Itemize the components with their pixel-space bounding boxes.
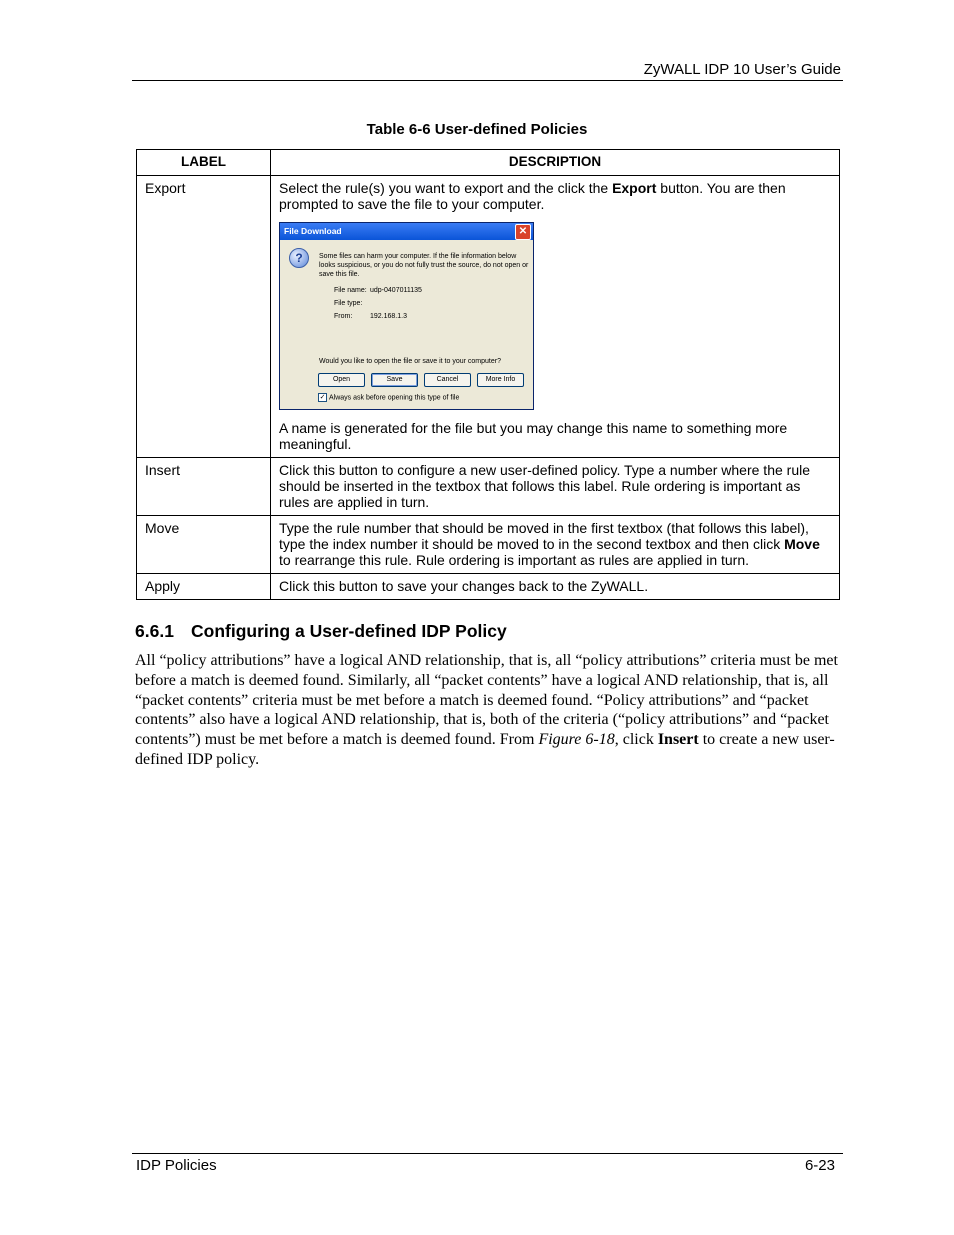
body-paragraph: All “policy attributions” have a logical AND relationship, that is, all “policy attributions” criteria must be met before a match is deemed found. Similarly, all “packet contents” have a logical AND relationship, that is, all “packet contents” criteria must be met before a match is deemed found. “Policy attributions” and “packet contents” also have a logical AND relationship, that is, both of the criteria (“policy attributions” and “packet contents”) must be met before a match is deemed found. From Figure 6-18, click Insert to create a new user-defined IDP policy. bbox=[135, 652, 838, 768]
row-label: Apply bbox=[137, 574, 271, 600]
row-label: Move bbox=[137, 516, 271, 574]
more-info-button[interactable]: More Info bbox=[477, 373, 524, 387]
file-name-value: udp-0407011135 bbox=[370, 287, 422, 294]
dialog-question: Would you like to open the file or save it to your computer? bbox=[319, 358, 501, 365]
column-header-description: DESCRIPTION bbox=[271, 150, 840, 176]
table-header-row bbox=[137, 150, 840, 176]
section-number: 6.6.1 bbox=[135, 621, 174, 641]
dialog-title: File Download bbox=[284, 226, 342, 236]
row-description: Select the rule(s) you want to export and the click the Export button. You are then prompted to save the file to your computer. File Download ✕ ? Some files can harm your computer. If the file information below looks suspicious, or you do not fully trust the source, do not open or save this file. File name: udp-0407011135 File type: From: 192.168.1.3 Would you like to open the file or save it to your computer? Open Save Cancel More Info ✓ Always ask before opening this type of file A name is generated for the file but you may change this name to something more meaningful. bbox=[271, 176, 840, 458]
dialog-file-info: File name: udp-0407011135 File type: From: 192.168.1.3 bbox=[334, 287, 422, 320]
section-title: Configuring a User-defined IDP Policy bbox=[191, 621, 507, 641]
close-icon[interactable]: ✕ bbox=[515, 224, 531, 240]
table-row-apply bbox=[137, 574, 840, 600]
section-heading bbox=[135, 621, 507, 642]
from-value: 192.168.1.3 bbox=[370, 313, 407, 320]
dialog-warning-text: Some files can harm your computer. If the file information below looks suspicious, or you do not fully trust the source, do not open or save this file. bbox=[319, 253, 529, 278]
user-defined-policies-table bbox=[136, 149, 840, 600]
open-button[interactable]: Open bbox=[318, 373, 365, 387]
table-row-export bbox=[137, 176, 840, 458]
save-button[interactable]: Save bbox=[371, 373, 418, 387]
figure-reference: Figure 6-18 bbox=[538, 731, 615, 749]
always-ask-checkbox-row[interactable] bbox=[318, 393, 459, 402]
dialog-titlebar bbox=[280, 223, 533, 240]
row-description: Type the rule number that should be moved in the first textbox (that follows this label), type the index number it should be moved to in the second textbox and then click Move to rearrange this rule. Rule ordering is important as rules are applied in turn. bbox=[271, 516, 840, 574]
dialog-buttons bbox=[318, 373, 530, 387]
question-icon: ? bbox=[289, 248, 309, 268]
always-ask-checkbox[interactable]: ✓ bbox=[319, 394, 326, 401]
cancel-button[interactable]: Cancel bbox=[424, 373, 471, 387]
footer-chapter: IDP Policies bbox=[136, 1157, 217, 1174]
always-ask-label: Always ask before opening this type of file bbox=[329, 394, 460, 402]
page-header bbox=[132, 60, 843, 81]
export-note: A name is generated for the file but you may change this name to something more meaningful. bbox=[279, 420, 788, 452]
table-caption: Table 6-6 User-defined Policies bbox=[366, 121, 588, 138]
column-header-label: LABEL bbox=[137, 150, 271, 176]
page-footer bbox=[132, 1153, 843, 1174]
row-label: Export bbox=[137, 176, 271, 458]
row-label: Insert bbox=[137, 458, 271, 516]
page-number: 6-23 bbox=[804, 1157, 835, 1174]
table-row-insert bbox=[137, 458, 840, 516]
row-description: Click this button to save your changes back to the ZyWALL. bbox=[271, 574, 840, 600]
table-row-move bbox=[137, 516, 840, 574]
guide-title: ZyWALL IDP 10 User’s Guide bbox=[643, 61, 841, 78]
row-description: Click this button to configure a new user-defined policy. Type a number where the rule should be inserted in the textbox that follows this label. Rule ordering is important as rules are applied in turn. bbox=[271, 458, 840, 516]
file-download-dialog-screenshot bbox=[279, 222, 534, 410]
